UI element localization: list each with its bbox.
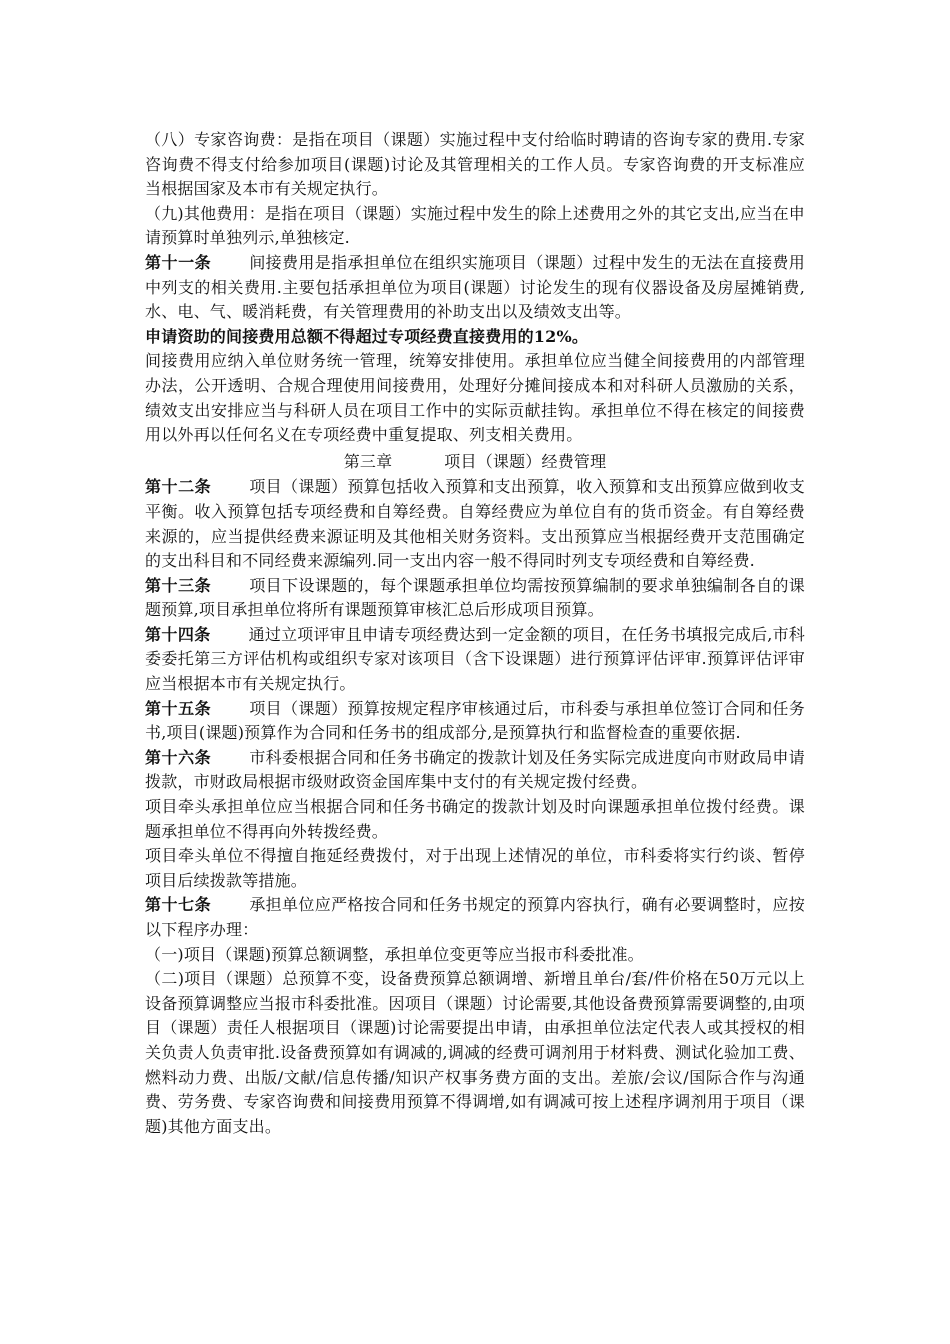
paragraph-indirect-cost-management: 间接费用应纳入单位财务统一管理，统筹安排使用。承担单位应当健全间接费用的内部管理办法，公开透明、合规合理使用间接费用，处理好分摊间接成本和对科研人员激励的关系，绩效支出安排应当与科研人员在项目工作中的实际贡献挂钩。承担单位不得在核定的间接费用以外再以任何名义在专项经费中重复提取、列支相关费用。: [145, 351, 805, 445]
article-number: 第十三条: [145, 575, 212, 595]
article-17: [145, 893, 805, 942]
article-text: 市科委根据合同和任务书确定的拨款计划及任务实际完成进度向市财政局申请拨款，市财政局根据市级财政资金国库集中支付的有关规定拨付经费。: [145, 747, 805, 792]
article-number: 第十五条: [145, 698, 212, 718]
paragraph-lead-unit-disbursement: 项目牵头承担单位应当根据合同和任务书确定的拨款计划及时向课题承担单位拨付经费。课题承担单位不得再向外转拨经费。: [145, 797, 805, 841]
article-text: 承担单位应严格按合同和任务书规定的预算内容执行，确有必要调整时，应按以下程序办理：: [145, 895, 805, 939]
chapter-title: 项目（课题）经费管理: [444, 451, 607, 471]
article-text: 项目（课题）预算包括收入预算和支出预算，收入预算和支出预算应做到收支平衡。收入预算包括专项经费和自筹经费。自筹经费应为单位自有的货币资金。有自筹经费来源的，应当提供经费来源证明及其他相关财务资料。支出预算应当根据经费开支范围确定的支出科目和不同经费来源编列.同一支出内容一般不得同时列支专项经费和自筹经费.: [145, 477, 805, 571]
article-15: [145, 697, 805, 746]
article-number: 第十一条: [145, 252, 212, 272]
clause-2: （二)项目（课题）总预算不变，设备费预算总额调增、新增且单台/套/件价格在50万元以上设备预算调整应当报市科委批准。因项目（课题）讨论需要,其他设备费预算需要调整的,由项目（课题）责任人根据项目（课题)讨论需要提出申请，由承担单位法定代表人或其授权的相关负责人负责审批.设备费预算如有调减的,调减的经费可调剂用于材料费、测试化验加工费、燃料动力费、出版/文献/信息传播/知识产权事务费方面的支出。差旅/会议/国际合作与沟通费、劳务费、专家咨询费和间接费用预算不得调增,如有调减可按上述程序调剂用于项目（课题)其他方面支出。: [145, 969, 805, 1136]
article-text: 通过立项评审且申请专项经费达到一定金额的项目，在任务书填报完成后,市科委委托第三方评估机构或组织专家对该项目（含下设课题）进行预算评估评审.预算评估评审应当根据本市有关规定执行。: [145, 624, 805, 694]
indirect-cost-limit: 申请资助的间接费用总额不得超过专项经费直接费用的12%。: [145, 326, 589, 346]
article-number: 第十七条: [145, 895, 212, 915]
article-text: 项目（课题）预算按规定程序审核通过后，市科委与承担单位签订合同和任务书,项目(课题)预算作为合同和任务书的组成部分,是预算执行和监督检查的重要依据.: [145, 698, 805, 743]
document-body: [145, 128, 805, 1139]
clause-1: （一)项目（课题)预算总额调整，承担单位变更等应当报市科委批准。: [145, 944, 644, 964]
article-14: [145, 623, 805, 697]
paragraph-no-delay: 项目牵头单位不得擅自拖延经费拨付，对于出现上述情况的单位，市科委将实行约谈、暂停项目后续拨款等措施。: [145, 846, 805, 890]
article-13: [145, 574, 805, 623]
article-text: 项目下设课题的，每个课题承担单位均需按预算编制的要求单独编制各自的课题预算,项目承担单位将所有课题预算审核汇总后形成项目预算。: [145, 575, 805, 620]
article-number: 第十二条: [145, 477, 212, 497]
article-number: 第十四条: [145, 624, 211, 644]
article-text: 间接费用是指承担单位在组织实施项目（课题）过程中发生的无法在直接费用中列支的相关费用.主要包括承担单位为项目(课题）讨论发生的现有仪器设备及房屋摊销费,水、电、气、暖消耗费，有关管理费用的补助支出以及绩效支出等。: [145, 252, 805, 322]
article-number: 第十六条: [145, 747, 212, 767]
paragraph-other-fee: （九)其他费用：是指在项目（课题）实施过程中发生的除上述费用之外的其它支出,应当在申请预算时单独列示,单独核定.: [145, 203, 805, 248]
chapter-heading: [145, 450, 805, 475]
article-12: [145, 475, 805, 573]
chapter-number: 第三章: [343, 451, 393, 471]
article-11: [145, 251, 805, 325]
article-16: [145, 746, 805, 795]
paragraph-expert-fee: （八）专家咨询费：是指在项目（课题）实施过程中支付给临时聘请的咨询专家的费用.专家咨询费不得支付给参加项目(课题)讨论及其管理相关的工作人员。专家咨询费的开支标准应当根据国家及本市有关规定执行。: [145, 130, 805, 199]
